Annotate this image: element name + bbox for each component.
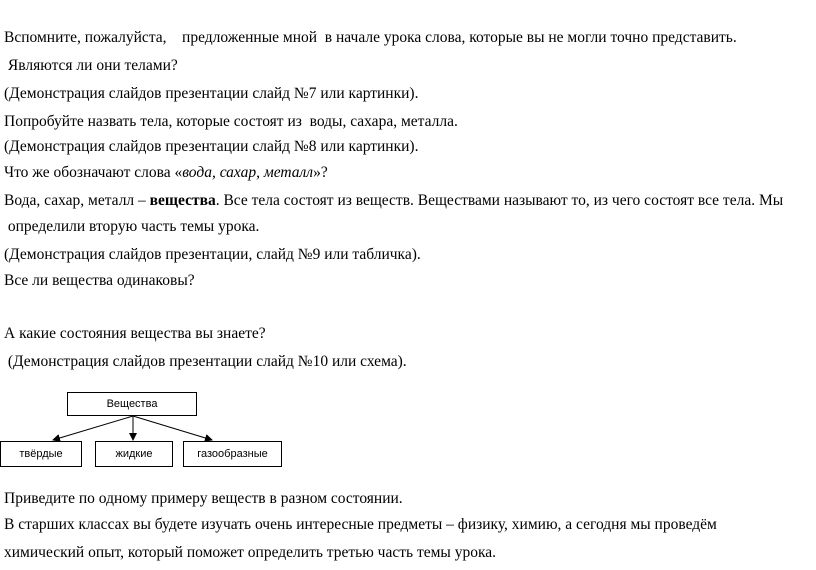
paragraph-6-before: Что же обозначают слова « xyxy=(4,164,183,181)
paragraph-2: Являются ли они телами? xyxy=(4,57,178,74)
diagram-box-liquid: жидкие xyxy=(95,441,173,467)
paragraph-12: (Демонстрация слайдов презентации слайд №10 или схема). xyxy=(4,353,407,370)
paragraph-6 xyxy=(4,164,328,182)
paragraph-5: (Демонстрация слайдов презентации слайд №8 или картинки). xyxy=(4,138,419,155)
paragraph-15: химический опыт, который поможет определить третью часть темы урока. xyxy=(4,544,496,561)
paragraph-6-italic: вода, сахар, металл xyxy=(182,164,314,181)
diagram-box-gas: газообразные xyxy=(183,441,282,467)
paragraph-7 xyxy=(4,192,783,210)
diagram-root-box: Вещества xyxy=(67,392,197,416)
paragraph-1: Вспомните, пожалуйста, предложенные мной в начале урока слова, которые вы не могли точно представить. xyxy=(4,29,737,46)
paragraph-11: А какие состояния вещества вы знаете? xyxy=(4,325,266,342)
paragraph-7-before: Вода, сахар, металл – xyxy=(4,192,150,209)
paragraph-3: (Демонстрация слайдов презентации слайд №7 или картинки). xyxy=(4,85,419,102)
paragraph-13: Приведите по одному примеру веществ в разном состоянии. xyxy=(4,490,403,507)
states-of-matter-diagram xyxy=(0,388,300,474)
arrow-to-gas xyxy=(133,416,212,440)
paragraph-9: (Демонстрация слайдов презентации, слайд №9 или табличка). xyxy=(4,246,421,263)
paragraph-10: Все ли вещества одинаковы? xyxy=(4,272,195,289)
paragraph-7-after: . Все тела состоят из веществ. Веществами называют то, из чего состоят все тела. Мы xyxy=(215,192,784,209)
paragraph-4: Попробуйте назвать тела, которые состоят из воды, сахара, металла. xyxy=(4,113,458,130)
paragraph-6-after: »? xyxy=(313,164,328,181)
diagram-box-solid: твёрдые xyxy=(0,441,82,467)
paragraph-14: В старших классах вы будете изучать очень интересные предметы – физику, химию, а сегодня мы проведём xyxy=(4,516,717,533)
arrow-to-solid xyxy=(53,416,133,440)
paragraph-8: определили вторую часть темы урока. xyxy=(4,218,260,235)
paragraph-7-bold: вещества xyxy=(149,192,216,209)
